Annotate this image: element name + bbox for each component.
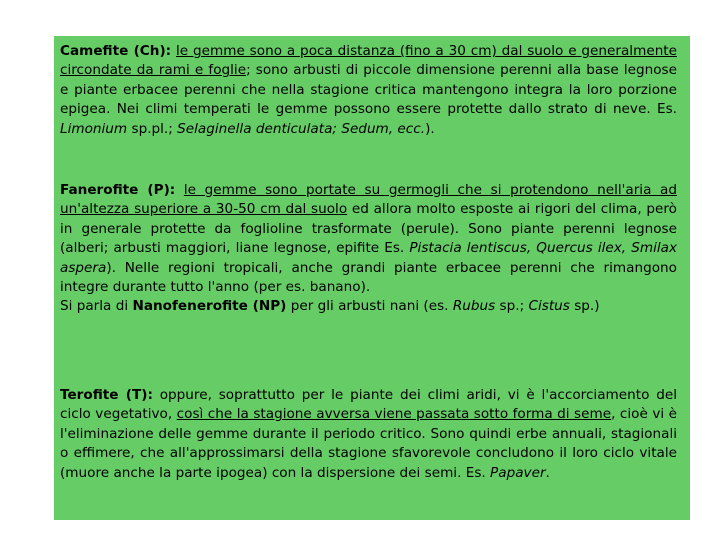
np-mid-2: sp.; xyxy=(495,298,529,315)
np-example-1: Rubus xyxy=(452,298,496,315)
fanerofite-body-2: ). Nelle regioni tropicali, anche grandi piante erbacee perenni che rimangono integre durante tutto l'anno (per es. banano). xyxy=(60,259,677,296)
np-prefix: Si parla di xyxy=(60,298,133,315)
terofite-example: Papaver xyxy=(490,464,546,481)
np-mid: per gli arbusti nani (es. xyxy=(286,298,453,315)
camefite-end: ). xyxy=(425,120,435,137)
camefite-example-1: Limonium xyxy=(60,120,128,137)
fanerofite-definition: le gemme sono portate su germogli che si protendono nell'aria ad un'altezza superiore a 30-50 cm dal suolo xyxy=(60,182,677,218)
terofite-end: . xyxy=(545,464,550,481)
fanerofite-examples: Pistacia lentiscus, Quercus ilex, Smilax aspera xyxy=(60,240,678,276)
term-fanerofite: Fanerofite (P): xyxy=(60,182,176,198)
terofite-body: oppure, soprattutto per le piante dei climi aridi, vi è l'accorciamento del ciclo vegetativo, xyxy=(60,387,677,423)
camefite-example-sep: sp.pl.; xyxy=(127,120,178,137)
terofite-body-2: , cioè vi è l'eliminazione delle gemme durante il periodo critico. Sono quindi erbe annuali, stagionali o effimere, che all'approssimarsi della stagione sfavorevole concludono il loro ciclo vitale (muore anche la parte ipogea) con la dispersione dei semi. Es. xyxy=(60,406,678,481)
np-end: sp.) xyxy=(569,298,600,315)
paragraph-fanerofite xyxy=(60,181,677,317)
fanerofite-body: ed allora molto esposte ai rigori del clima, però in generale protette da foglioline trasformate (perule). Sono piante perenni legnose (alberi; arbusti maggiori, liane legnose, epifite Es. xyxy=(60,201,677,257)
terofite-definition: così che la stagione avversa viene passata sotto forma di seme xyxy=(176,406,612,423)
nanofanerofite-line xyxy=(60,297,677,316)
fanerofite-main xyxy=(60,181,677,297)
camefite-definition: le gemme sono a poca distanza (fino a 30 cm) dal suolo e generalmente circondate da rami e foglie xyxy=(60,43,677,79)
term-terofite: Terofite (T): xyxy=(60,387,153,403)
paragraph-camefite xyxy=(60,42,677,139)
term-nanofenerofite: Nanofenerofite (NP) xyxy=(132,298,287,315)
camefite-body: ; sono arbusti di piccole dimensione perenni alla base legnose e piante erbacee perenni che nella stagione critica mantengono integra la loro porzione epigea. Nei climi temperati le gemme possono essere protette dallo strato di neve. Es. xyxy=(60,62,677,118)
camefite-example-2: Selaginella denticulata; Sedum, ecc. xyxy=(177,120,426,137)
content-panel xyxy=(54,36,690,520)
paragraph-terofite xyxy=(60,386,677,483)
np-example-2: Cistus xyxy=(528,298,570,315)
term-camefite: Camefite (Ch): xyxy=(60,43,172,59)
